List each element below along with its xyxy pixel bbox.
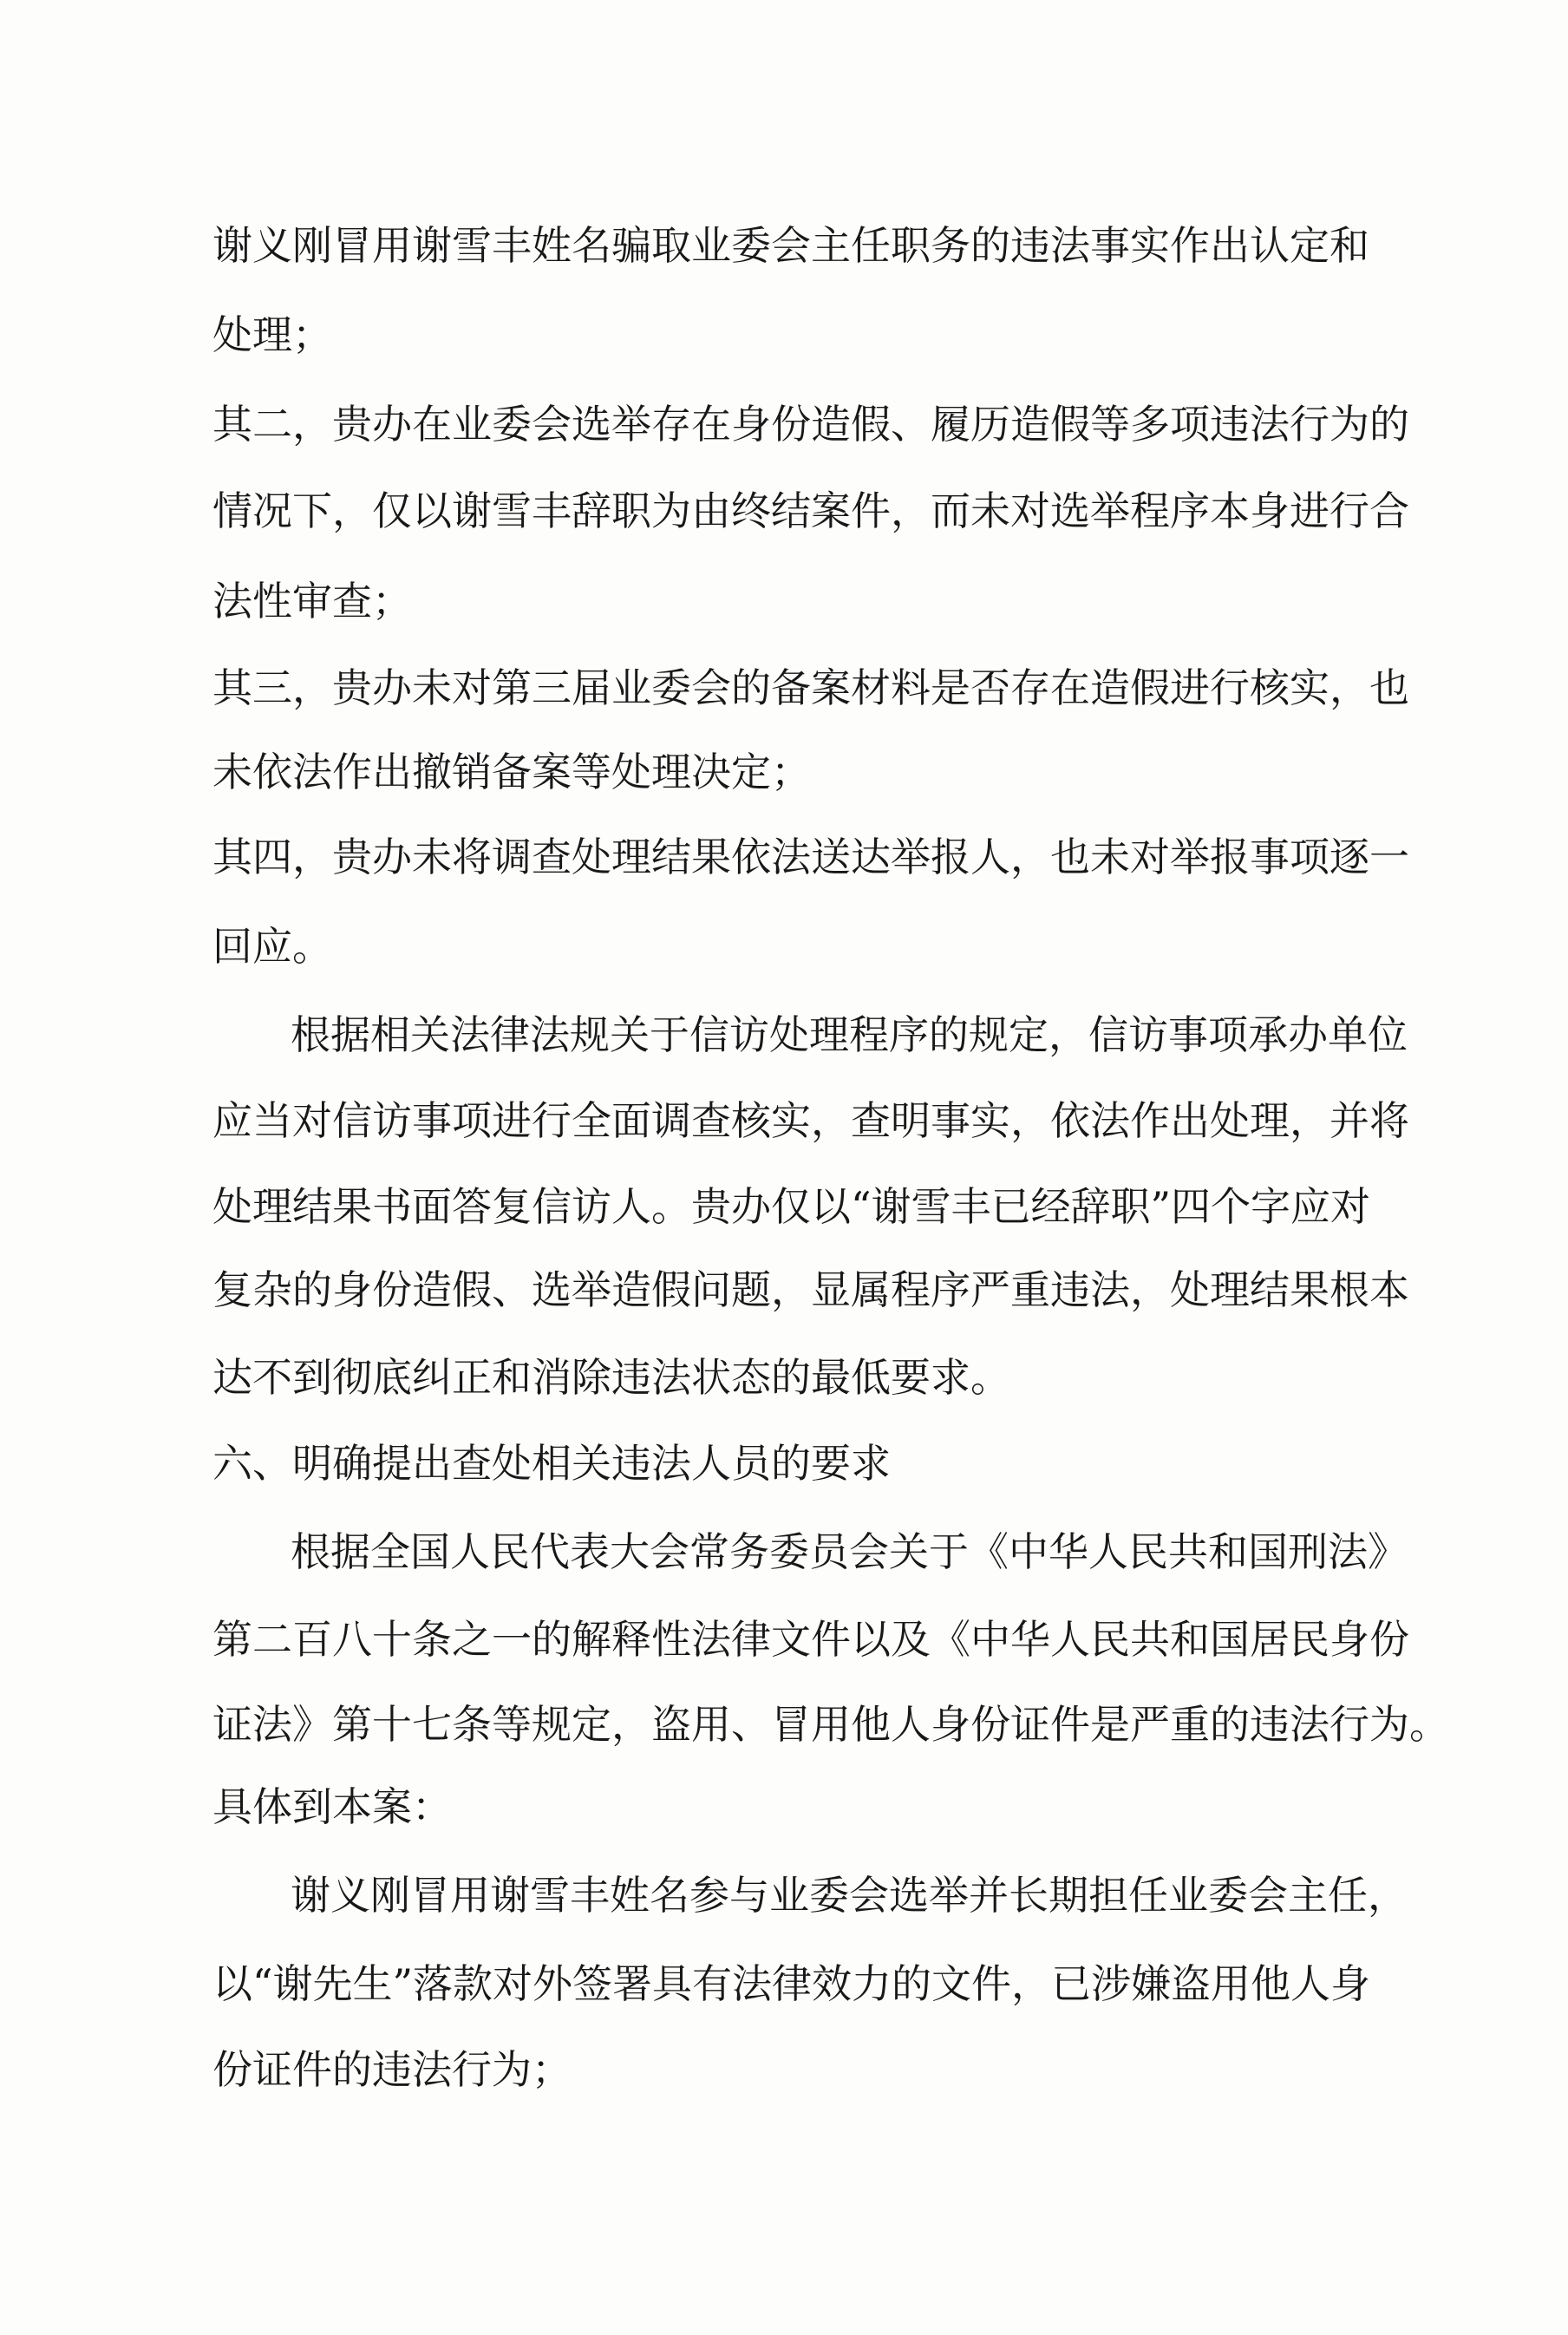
text-line-20: 谢义刚冒用谢雪丰姓名参与业委会选举并长期担任业委会主任， — [291, 1872, 1408, 1919]
text-line-10: 根据相关法律法规关于信访处理程序的规定，信访事项承办单位 — [291, 1011, 1408, 1058]
text-line-16: 根据全国人民代表大会常务委员会关于《中华人民共和国刑法》 — [291, 1528, 1408, 1575]
text-line-18: 证法》第十七条等规定，盗用、冒用他人身份证件是严重的违法行为。 — [212, 1701, 1449, 1748]
text-line-12: 处理结果书面答复信访人。贵办仅以“谢雪丰已经辞职”四个字应对 — [212, 1183, 1371, 1230]
text-line-9: 回应。 — [212, 923, 332, 970]
text-line-4: 情况下，仅以谢雪丰辞职为由终结案件，而未对选举程序本身进行合 — [212, 487, 1409, 534]
text-line-22: 份证件的违法行为； — [212, 2046, 572, 2093]
text-line-14: 达不到彻底纠正和消除违法状态的最低要求。 — [212, 1354, 1010, 1401]
text-line-17: 第二百八十条之一的解释性法律文件以及《中华人民共和国居民身份 — [212, 1616, 1409, 1663]
text-line-7: 未依法作出撤销备案等处理决定； — [212, 749, 811, 795]
text-line-21: 以“谢先生”落款对外签署具有法律效力的文件，已涉嫌盗用他人身 — [212, 1960, 1371, 2007]
text-line-11: 应当对信访事项进行全面调查核实，查明事实，依法作出处理，并将 — [212, 1097, 1409, 1144]
text-line-8: 其四，贵办未将调查处理结果依法送达举报人，也未对举报事项逐一 — [212, 834, 1409, 880]
text-line-13: 复杂的身份造假、选举造假问题，显属程序严重违法，处理结果根本 — [212, 1266, 1409, 1313]
section-heading: 六、明确提出查处相关违法人员的要求 — [212, 1440, 891, 1487]
text-line-3: 其二，贵办在业委会选举存在身份造假、履历造假等多项违法行为的 — [212, 401, 1409, 448]
text-line-6: 其三，贵办未对第三届业委会的备案材料是否存在造假进行核实，也 — [212, 664, 1409, 711]
text-line-1: 谢义刚冒用谢雪丰姓名骗取业委会主任职务的违法事实作出认定和 — [212, 222, 1369, 269]
text-line-2: 处理； — [212, 311, 332, 358]
text-line-5: 法性审查； — [212, 578, 412, 625]
text-line-19: 具体到本案： — [212, 1783, 452, 1830]
